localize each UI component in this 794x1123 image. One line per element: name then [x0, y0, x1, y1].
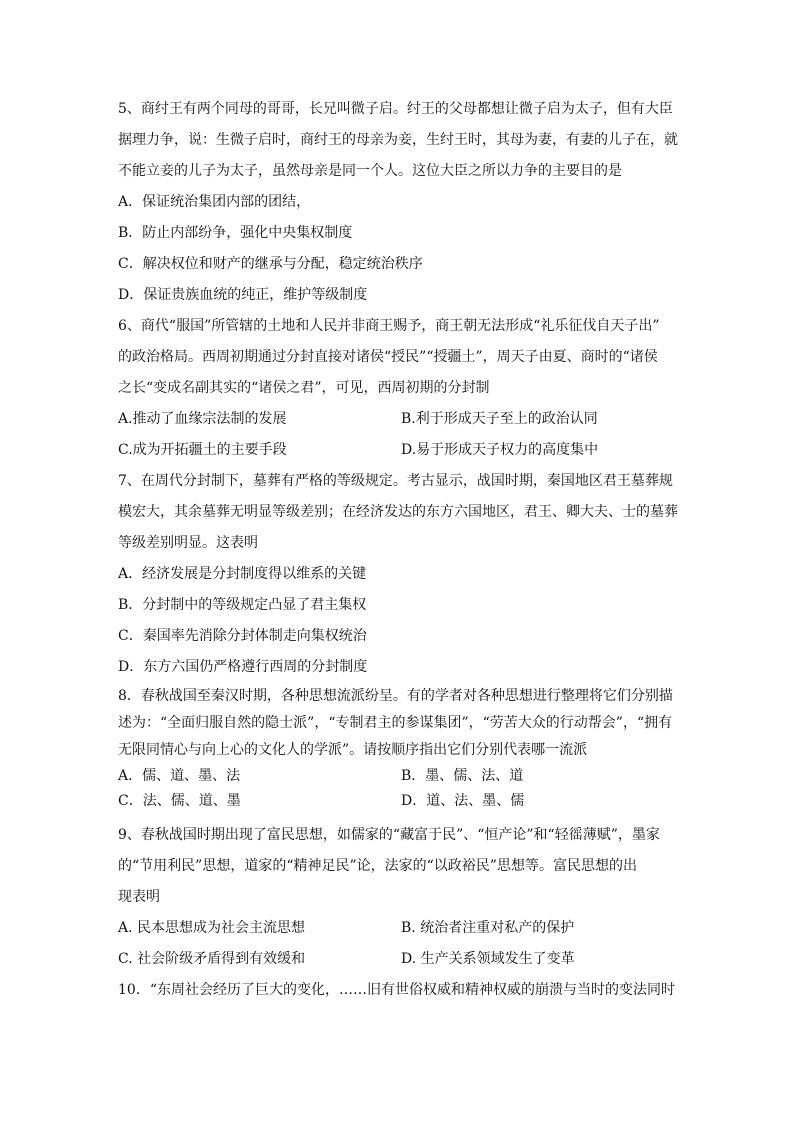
- question-stem-line: 不能立妾的儿子为太子，虽然母亲是同一个人。这位大臣之所以力争的主要目的是: [118, 163, 622, 179]
- question-stem-line: 无限同情心与向上心的文化人的学派”。请按顺序指出它们分别代表哪一流派: [118, 742, 588, 758]
- question-stem-line: 据理力争，说：生微子启时，商纣王的母亲为妾，生纣王时，其母为妻，有妻的儿子在，就: [118, 132, 678, 148]
- question-stem-line: 述为：“全面归服自然的隐士派”，“专制君主的参谋集团”，“劳苦大众的行动帮会”，“拥有: [118, 715, 673, 731]
- question-5: [118, 94, 684, 311]
- option-d: D．道、法、墨、儒: [401, 793, 525, 809]
- question-stem-line: 等级差别明显。这表明: [118, 535, 258, 551]
- option-row: [118, 789, 684, 814]
- option-d: D．东方六国仍严格遵行西周的分封制度: [118, 659, 368, 675]
- question-10: [118, 975, 684, 1006]
- question-stem-line: 8．春秋战国至秦汉时期，各种思想流派纷呈。有的学者对各种思想进行整理将它们分别描: [118, 688, 673, 704]
- option-row: [118, 913, 684, 944]
- option-a: A. 民本思想成为社会主流思想: [118, 920, 306, 936]
- option-c: C．法、儒、道、墨: [118, 793, 241, 809]
- question-stem-line: 模宏大，其余墓葬无明显等级差别；在经济发达的东方六国地区，君王、卿大夫、士的墓葬: [118, 504, 678, 520]
- question-stem-line: 的政治格局。西周初期通过分封直接对诸侯“授民”“授疆土”，周天子由夏、商时的“诸侯: [118, 349, 658, 365]
- option-a: A．保证统治集团内部的团结，: [118, 194, 311, 210]
- option-row: [118, 764, 684, 789]
- option-c: C. 社会阶级矛盾得到有效缓和: [118, 951, 306, 967]
- question-list: [118, 94, 684, 1006]
- question-stem-line: 6、商代“服国”所管辖的土地和人民并非商王赐予，商王朝无法形成“礼乐征伐自天子出”: [118, 318, 660, 334]
- question-stem-line: 10．“东周社会经历了巨大的变化，……旧有世俗权威和精神权威的崩溃与当时的变法同时: [118, 982, 675, 998]
- question-stem-line: 9、春秋战国时期出现了富民思想，如儒家的“藏富于民”、“恒产论”和“轻徭薄赋”，墨家: [118, 827, 660, 843]
- option-a: A．儒、道、墨、法: [118, 768, 241, 784]
- option-b: B．防止内部纷争，强化中央集权制度: [118, 225, 353, 241]
- option-a: A.推动了血缘宗法制的发展: [118, 411, 287, 427]
- question-9: [118, 820, 684, 975]
- option-b: B．分封制中的等级规定凸显了君主集权: [118, 597, 367, 613]
- option-b: B．墨、儒、法、道: [401, 768, 524, 784]
- option-d: D．保证贵族血统的纯正，维护等级制度: [118, 287, 368, 303]
- question-stem-line: 的“节用利民”思想，道家的“精神足民”论，法家的“以政裕民”思想等。富民思想的出: [118, 858, 637, 874]
- option-row: [118, 944, 684, 975]
- option-b: B. 统治者注重对私产的保护: [401, 920, 575, 936]
- option-row: [118, 435, 684, 466]
- question-7: [118, 466, 684, 683]
- option-b: B.利于形成天子至上的政治认同: [401, 411, 598, 427]
- question-stem-line: 现表明: [118, 889, 160, 905]
- option-d: D.易于形成天子权力的高度集中: [401, 442, 599, 458]
- option-c: C.成为开拓疆土的主要手段: [118, 442, 287, 458]
- question-stem-line: 之长“变成名副其实的“诸侯之君”，可见，西周初期的分封制: [118, 380, 490, 396]
- option-d: D. 生产关系领域发生了变革: [401, 951, 575, 967]
- option-c: C．秦国率先消除分封体制走向集权统治: [118, 628, 367, 644]
- option-c: C．解决权位和财产的继承与分配，稳定统治秩序: [118, 256, 423, 272]
- question-6: [118, 311, 684, 466]
- question-stem-line: 5、商纣王有两个同母的哥哥，长兄叫微子启。纣王的父母都想让微子启为太子，但有大臣: [118, 101, 673, 117]
- option-row: [118, 404, 684, 435]
- question-8: [118, 683, 684, 814]
- option-a: A．经济发展是分封制度得以维系的关键: [118, 566, 367, 582]
- question-stem-line: 7、在周代分封制下，墓葬有严格的等级规定。考古显示，战国时期，秦国地区君王墓葬规: [118, 473, 673, 489]
